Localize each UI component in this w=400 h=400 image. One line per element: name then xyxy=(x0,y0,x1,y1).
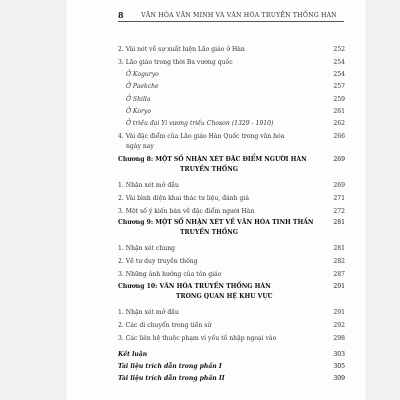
toc-entry-text: 1. Nhận xét chung xyxy=(118,245,176,252)
toc-entry-text: Tài liệu trích dẫn trong phần II xyxy=(118,375,225,382)
toc-entry-page: 271 xyxy=(333,195,345,202)
toc-entry-page: 287 xyxy=(333,271,345,278)
running-header xyxy=(118,12,344,22)
toc-entry-text: 2. Về tư duy truyền thống xyxy=(118,258,198,265)
toc-entry xyxy=(118,182,344,189)
toc-entry-page: 254 xyxy=(333,71,345,78)
toc-entry xyxy=(126,71,344,78)
toc-entry-page: 269 xyxy=(333,156,345,163)
toc-entry-page: 303 xyxy=(333,351,345,358)
toc-entry-text: 3. Một số ý kiến bàn về đặc điểm người Hàn xyxy=(118,208,255,215)
toc-chapter xyxy=(118,156,344,163)
toc-chapter xyxy=(118,283,344,290)
toc-entry xyxy=(126,120,344,127)
toc-chapter-text: Chương 8: MỘT SỐ NHẬN XÉT ĐẶC ĐIỂM NGƯỜI HÀN xyxy=(118,156,307,163)
toc-entry xyxy=(118,335,344,342)
toc-chapter-continuation xyxy=(180,166,330,173)
toc-chapter-text: Chương 10: VĂN HÓA TRUYỀN THỐNG HÀN xyxy=(118,283,271,290)
toc-entry-page: 262 xyxy=(333,120,345,127)
toc-entry-text: 2. Vài bình diện khai thác tư liệu, đánh giá xyxy=(118,195,249,202)
toc-entry-page: 257 xyxy=(333,83,345,90)
toc-entry-page: 292 xyxy=(333,322,345,329)
toc-entry xyxy=(118,258,344,265)
toc-chapter-text: TRONG QUAN HỆ KHU VỰC xyxy=(176,293,273,300)
toc-entry-page: 298 xyxy=(333,335,345,342)
toc-entry-text: Ở Shilla xyxy=(126,96,151,103)
toc-entry xyxy=(126,108,344,115)
toc-entry-text: Kết luận xyxy=(118,351,148,358)
toc-entry-text: 3. Các liên hệ thuộc phạm vi yếu tố nhập ngoại vào xyxy=(118,335,277,342)
toc-entry xyxy=(126,96,344,103)
toc-entry xyxy=(118,208,344,215)
toc-entry xyxy=(118,309,344,316)
toc-entry-page: 281 xyxy=(333,219,345,226)
toc-entry-text: Ở Koguryo xyxy=(126,71,159,78)
toc-entry xyxy=(118,59,344,66)
toc-chapter-continuation xyxy=(180,229,330,236)
toc-entry xyxy=(118,375,344,382)
toc-entry-text: 1. Nhận xét mở đầu xyxy=(118,182,179,189)
toc-entry-page: 272 xyxy=(333,208,345,215)
toc-entry-page: 261 xyxy=(333,108,345,115)
toc-entry-page: 305 xyxy=(333,363,345,370)
toc-entry-text: 2. Các di chuyển trong tiền sử xyxy=(118,322,212,329)
toc-entry-page: 281 xyxy=(333,245,345,252)
toc-entry-page: 282 xyxy=(333,258,345,265)
toc-entry-text: Ở Koryo xyxy=(126,108,152,115)
running-title: VĂN HÓA VĂN MINH VÀ VĂN HÓA TRUYỀN THỐNG HÀN xyxy=(141,12,337,19)
toc-entry xyxy=(118,46,344,53)
toc-entry xyxy=(118,363,344,370)
toc-entry-page: 259 xyxy=(333,96,345,103)
toc-entry-page: 252 xyxy=(333,46,345,53)
toc-entry-text: Ở triều đại Yi vương triều Choson (1329 - 1910) xyxy=(126,120,274,127)
toc-chapter-text: Chương 9: MỘT SỐ NHẬN XÉT VỀ VĂN HÓA TINH THẦN xyxy=(118,219,314,226)
toc-entry xyxy=(118,133,344,140)
toc-entry-text: ngày nay xyxy=(126,143,154,150)
toc-entry xyxy=(118,245,344,252)
toc-entry-continuation xyxy=(126,143,344,150)
toc-entry-page: 254 xyxy=(333,59,345,66)
toc-entry-text: Ở Paekche xyxy=(126,83,159,90)
toc-entry-page: 266 xyxy=(333,133,345,140)
toc-entry xyxy=(118,195,344,202)
toc-chapter-continuation xyxy=(176,293,326,300)
toc-entry-text: 4. Vài đặc điểm của Lão giáo Hàn Quốc trong văn hóa xyxy=(118,133,285,140)
toc-entry-page: 309 xyxy=(333,375,345,382)
toc-entry xyxy=(118,322,344,329)
toc-entry-text: 1. Nhận xét mở đầu xyxy=(118,309,179,316)
toc-entry-page: 291 xyxy=(333,283,345,290)
toc-entry xyxy=(126,83,344,90)
toc-entry-page: 291 xyxy=(333,309,345,316)
toc-entry-text: Tài liệu trích dẫn trong phần I xyxy=(118,363,222,370)
toc-chapter-text: TRUYỀN THỐNG xyxy=(180,229,238,236)
toc-entry-text: 2. Vài nét về sự xuất hiện Lão giáo ở Hàn xyxy=(118,46,245,53)
toc-entry xyxy=(118,271,344,278)
page-number: 8 xyxy=(118,10,124,20)
toc-entry xyxy=(118,351,344,358)
toc-chapter-text: TRUYỀN THỐNG xyxy=(180,166,238,173)
toc-chapter xyxy=(118,219,344,226)
toc-entry-text: 3. Lão giáo trong thời Ba vương quốc xyxy=(118,59,233,66)
toc-entry-text: 3. Những ảnh hưởng của tôn giáo xyxy=(118,271,222,278)
toc-entry-page: 269 xyxy=(333,182,345,189)
